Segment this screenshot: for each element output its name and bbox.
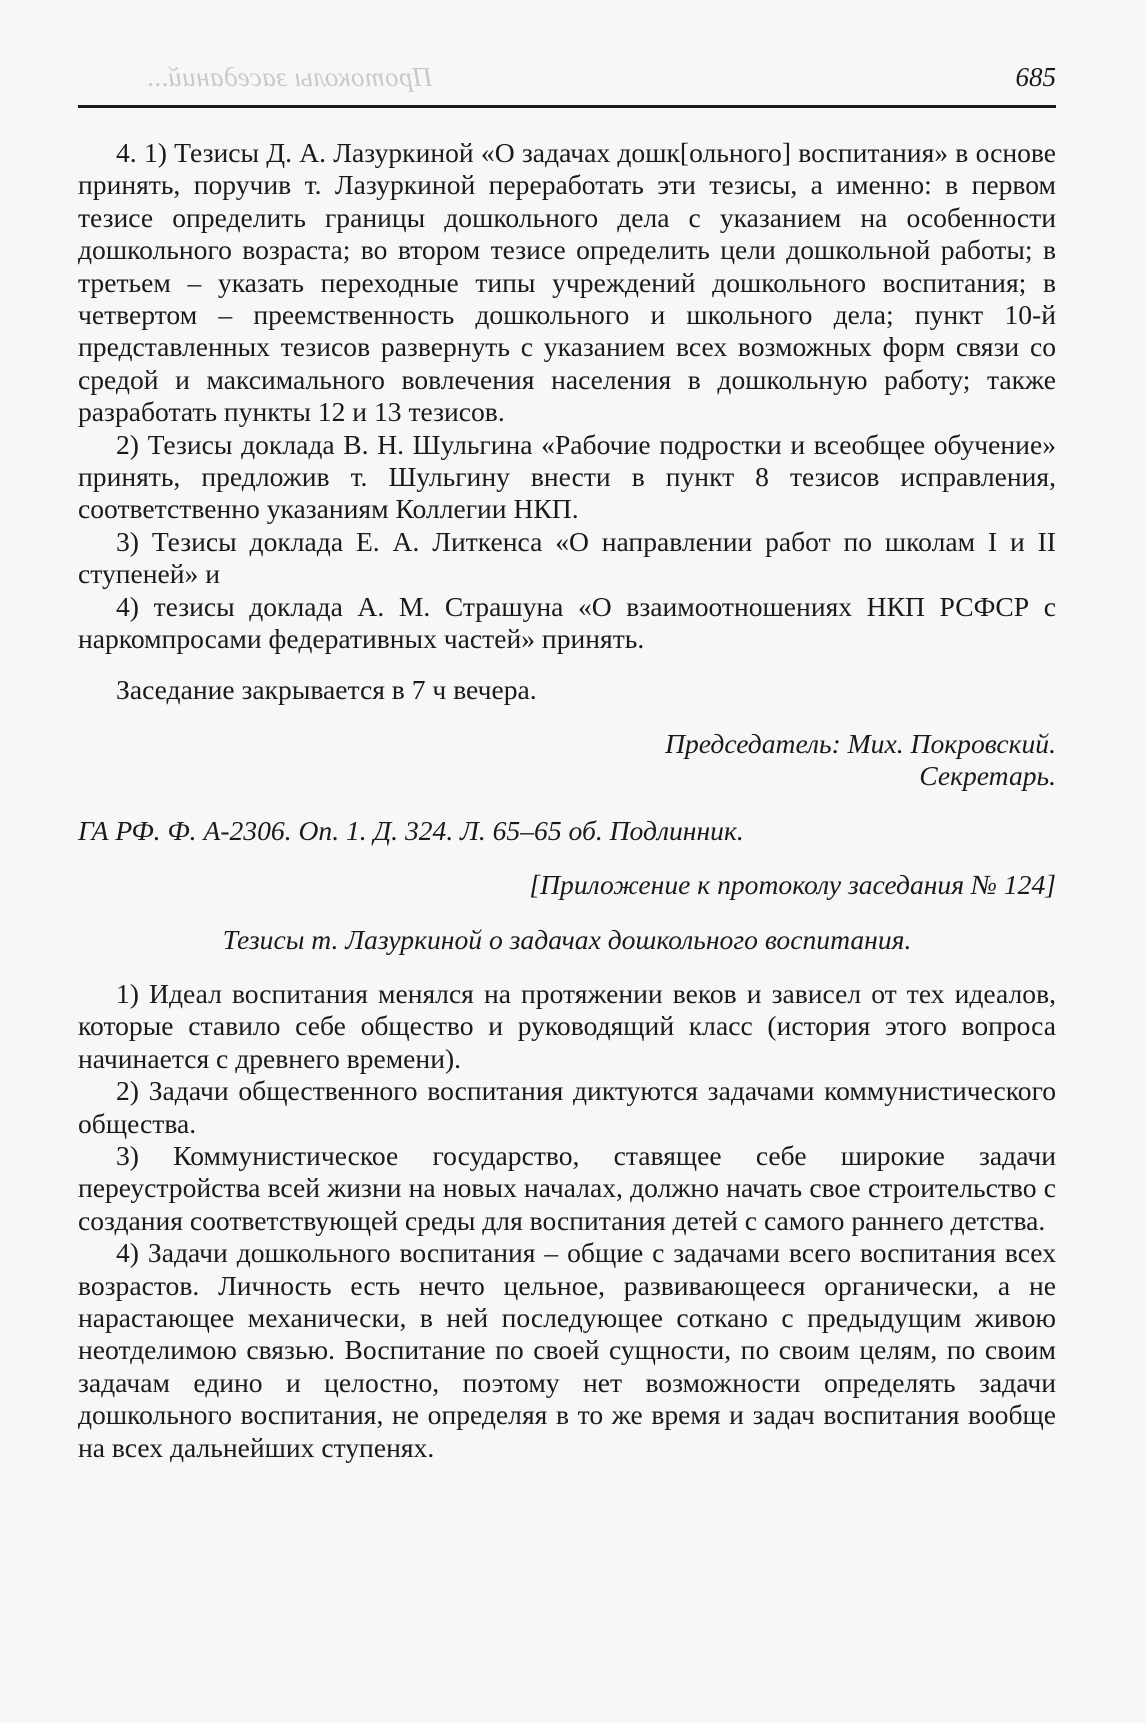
page-body: [78, 137, 1056, 1464]
paragraph-resolution-1: 4. 1) Тезисы Д. А. Лазуркиной «О задачах дошк[ольного] воспитания» в основе принять, поручив т. Лазуркиной переработать эти тезисы, а именно: в первом тезисе определить границы дошкольного дела с указанием на особенности дошкольного возраста; во втором тезисе определить цели дошкольной работы; в третьем – указать переходные типы учреждений дошкольного воспитания; в четвертом – преемственность дошкольного и школьного дела; пункт 10-й представленных тезисов развернуть с указанием всех возможных форм связи со средой и максимального вовлечения населения в дошкольную работу; также разработать пункты 12 и 13 тезисов.: [78, 137, 1056, 428]
paragraph-resolution-4: 4) тезисы доклада А. М. Страшуна «О взаимоотношениях НКП РСФСР с наркомпросами федеративных частей» принять.: [78, 590, 1056, 655]
chairman-signature: Председатель: Мих. Покровский.: [665, 727, 1056, 759]
appendix-heading: [Приложение к протоколу заседания № 124]: [529, 869, 1056, 901]
secretary-signature: Секретарь.: [919, 760, 1056, 792]
theses-title: Тезисы т. Лазуркиной о задачах дошкольного воспитания.: [222, 923, 912, 955]
thesis-2: 2) Задачи общественного воспитания диктуются задачами коммунистического общества.: [78, 1075, 1056, 1139]
header-rule: [78, 105, 1056, 108]
running-title: Протоколы заседаний...: [146, 62, 433, 92]
paragraph-resolution-2: 2) Тезисы доклада В. Н. Шульгина «Рабочие подростки и всеобщее обучение» принять, предложив т. Шульгину внести в пункт 8 тезисов исправления, соответственно указаниям Коллегии НКП.: [78, 428, 1056, 525]
thesis-1: 1) Идеал воспитания менялся на протяжении веков и зависел от тех идеалов, которые ставило себе общество и руководящий класс (история этого вопроса начинается с древнего времени).: [78, 977, 1056, 1074]
page-header: [76, 54, 1056, 104]
archive-reference: ГА РФ. Ф. А-2306. Оп. 1. Д. 324. Л. 65–65 об. Подлинник.: [78, 814, 744, 846]
thesis-4: 4) Задачи дошкольного воспитания – общие с задачами всего воспитания всех возрастов. Личность есть нечто цельное, развивающееся органически, а не нарастающее механически, в ней последующее соткано с предыдущим живою неотделимою связью. Воспитание по своей сущности, по своим целям, по своим задачам едино и целостно, поэтому нет возможности определять задачи дошкольного воспитания, не определяя в то же время и задач воспитания вообще на всех дальнейших ступенях.: [78, 1237, 1056, 1463]
spacer: [78, 847, 1056, 869]
closing-note: Заседание закрывается в 7 ч вечера.: [116, 673, 537, 705]
thesis-3: 3) Коммунистическое государство, ставящее себе широкие задачи переустройства всей жизни на новых началах, должно начать свое строительство с создания соответствующей среды для воспитания детей с самого раннего детства.: [78, 1139, 1056, 1236]
spacer: [78, 902, 1056, 924]
spacer: [78, 793, 1056, 815]
spacer: [78, 706, 1056, 728]
spacer: [78, 656, 1056, 674]
paragraph-resolution-3: 3) Тезисы доклада Е. А. Литкенса «О направлении работ по школам I и II ступеней» и: [78, 525, 1056, 590]
spacer: [78, 956, 1056, 978]
page-number: 685: [1015, 62, 1056, 92]
